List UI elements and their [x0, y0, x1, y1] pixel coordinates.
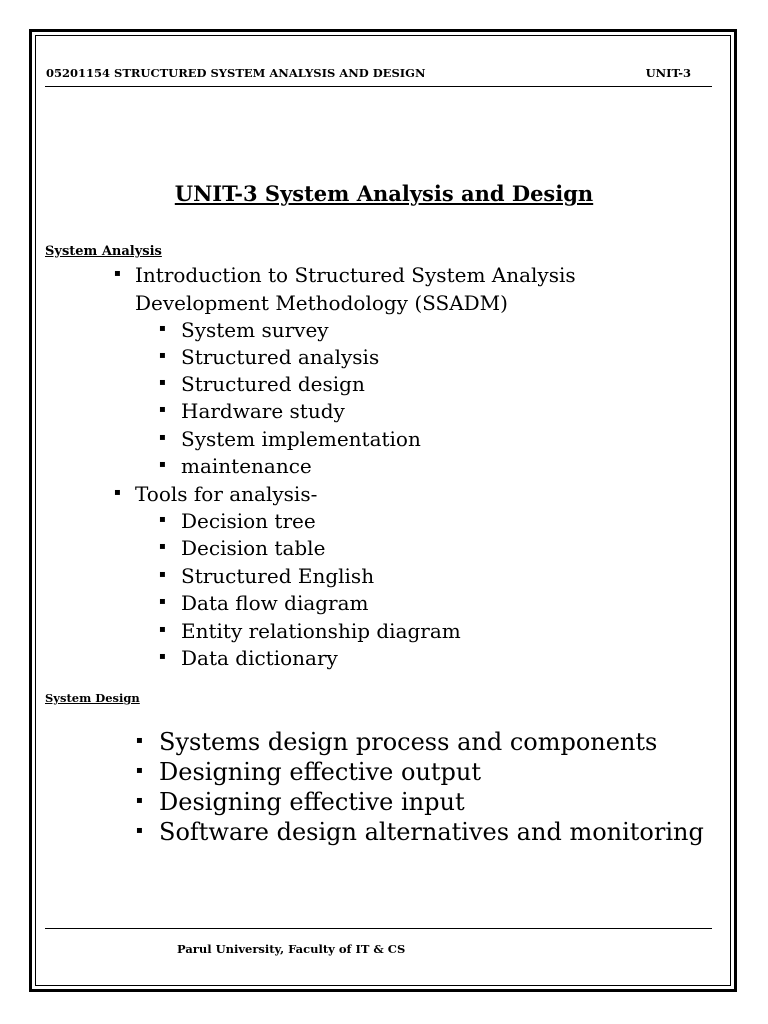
list-item-intro: [114, 263, 576, 287]
square-bullet-icon: ▪: [136, 795, 143, 806]
list-item-design: [136, 758, 482, 786]
list-subitem: [159, 564, 375, 588]
list-subitem-label: Structured analysis: [181, 345, 380, 369]
section-heading-system-analysis: System Analysis: [45, 244, 162, 259]
list-subitem: [159, 646, 338, 670]
list-subitem: [159, 619, 461, 643]
list-subitem-label: Structured design: [181, 372, 365, 396]
list-subitem: [159, 509, 316, 533]
square-bullet-icon: ▪: [159, 569, 166, 580]
square-bullet-icon: ▪: [114, 268, 121, 279]
page-title: UNIT-3 System Analysis and Design: [174, 181, 594, 206]
list-subitem: [159, 372, 365, 396]
list-subitem-label: System survey: [181, 318, 329, 342]
list-subitem-label: Hardware study: [181, 399, 345, 423]
list-subitem-label: Data flow diagram: [181, 591, 369, 615]
square-bullet-icon: ▪: [159, 514, 166, 525]
list-item-label: Designing effective output: [159, 758, 482, 786]
list-item-design: [136, 818, 704, 846]
list-item-tools: [114, 482, 318, 506]
list-subitem: [159, 318, 329, 342]
list-subitem: [159, 345, 380, 369]
square-bullet-icon: ▪: [159, 651, 166, 662]
square-bullet-icon: ▪: [159, 404, 166, 415]
list-item-design: [136, 788, 465, 816]
square-bullet-icon: ▪: [136, 825, 143, 836]
list-item-design: [136, 728, 658, 756]
list-item-label: Designing effective input: [159, 788, 465, 816]
list-subitem-label: Decision table: [181, 536, 326, 560]
square-bullet-icon: ▪: [114, 487, 121, 498]
list-subitem-label: maintenance: [181, 454, 312, 478]
list-subitem-label: Decision tree: [181, 509, 316, 533]
list-subitem: [159, 427, 421, 451]
list-item-label: Systems design process and components: [159, 728, 658, 756]
square-bullet-icon: ▪: [159, 541, 166, 552]
list-subitem: [159, 454, 312, 478]
list-item-label: Software design alternatives and monitoring: [159, 818, 704, 846]
square-bullet-icon: ▪: [159, 350, 166, 361]
square-bullet-icon: ▪: [159, 596, 166, 607]
list-subitem: [159, 591, 369, 615]
list-subitem: [159, 536, 326, 560]
section-heading-system-design: System Design: [45, 691, 140, 705]
square-bullet-icon: ▪: [136, 735, 143, 746]
header-unit-label: UNIT-3: [645, 66, 691, 80]
list-subitem-label: Structured English: [181, 564, 375, 588]
square-bullet-icon: ▪: [159, 624, 166, 635]
list-subitem-label: Data dictionary: [181, 646, 338, 670]
square-bullet-icon: ▪: [159, 323, 166, 334]
list-subitem-label: Entity relationship diagram: [181, 619, 461, 643]
footer-text: Parul University, Faculty of IT & CS: [177, 942, 406, 956]
square-bullet-icon: ▪: [159, 459, 166, 470]
footer-divider: [45, 928, 712, 929]
list-subitem-label: System implementation: [181, 427, 421, 451]
square-bullet-icon: ▪: [159, 377, 166, 388]
header-divider: [45, 86, 712, 87]
square-bullet-icon: ▪: [159, 432, 166, 443]
list-item-label: Introduction to Structured System Analysis: [135, 263, 576, 287]
header-course-title: 05201154 STRUCTURED SYSTEM ANALYSIS AND DESIGN: [46, 66, 426, 80]
list-item-intro-continuation: Development Methodology (SSADM): [135, 291, 508, 315]
list-subitem: [159, 399, 345, 423]
square-bullet-icon: ▪: [136, 765, 143, 776]
list-item-label: Tools for analysis-: [135, 482, 318, 506]
